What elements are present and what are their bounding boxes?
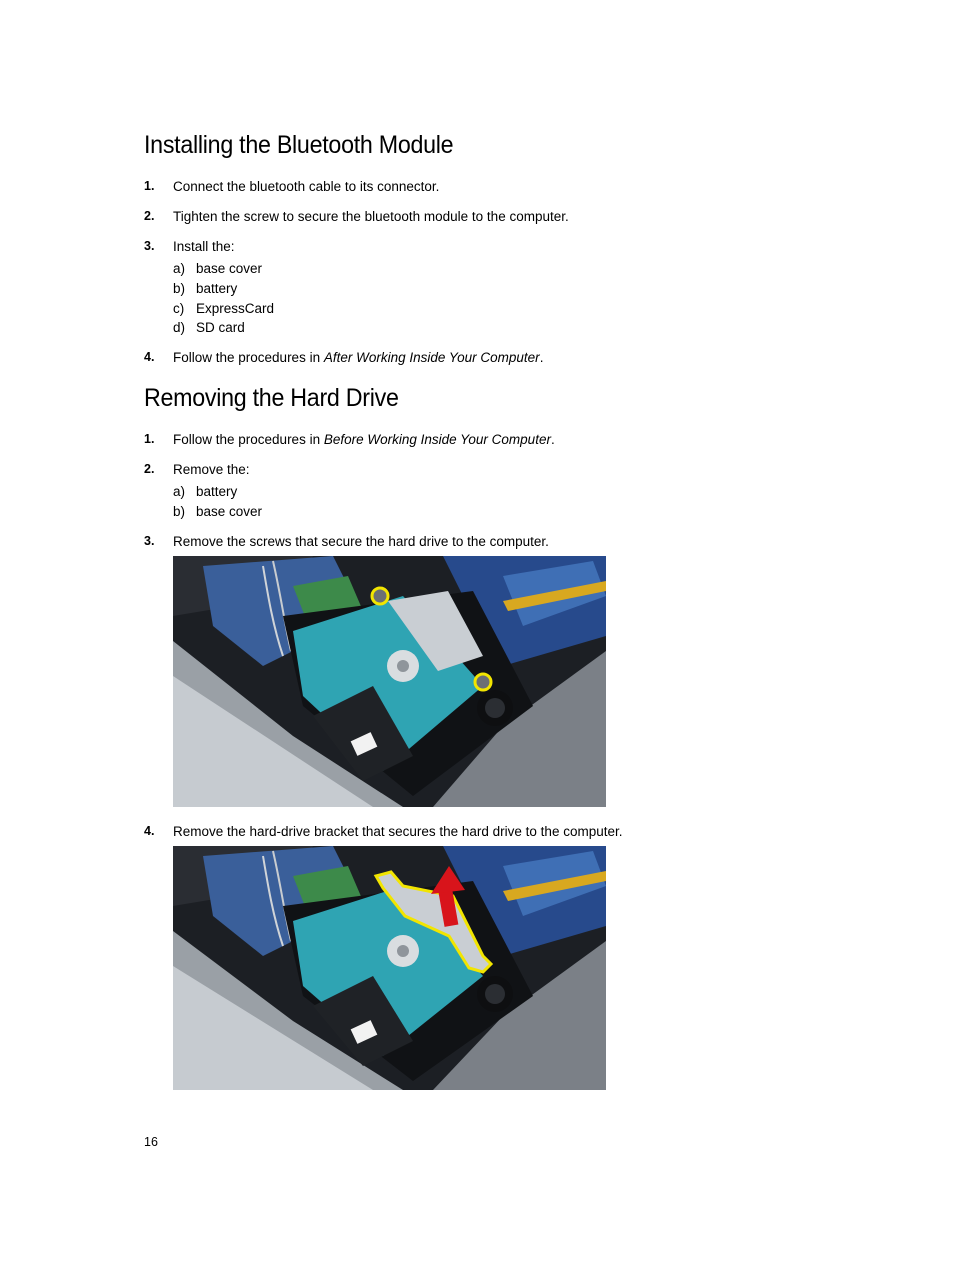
step-text: Remove the: [173, 462, 250, 477]
sub-item-letter: b) [173, 281, 186, 296]
sub-item-text: ExpressCard [196, 301, 275, 316]
sub-item-letter: d) [173, 320, 186, 335]
page-number: 16 [144, 1135, 158, 1149]
step-text: Install the: [173, 239, 235, 254]
step-number: 4. [144, 824, 155, 838]
sub-item-letter: c) [173, 301, 185, 316]
sub-item [173, 281, 237, 296]
step-text: Follow the procedures in After Working Inside Your Computer. [173, 350, 544, 365]
step-number: 3. [144, 239, 155, 253]
procedure-reference: Before Working Inside Your Computer [323, 432, 551, 447]
sub-item-text: battery [196, 281, 238, 296]
section-title-install-bluetooth: Installing the Bluetooth Module [144, 131, 454, 159]
sub-item [173, 504, 262, 519]
sub-item [173, 261, 262, 276]
procedure-reference: After Working Inside Your Computer [323, 350, 540, 365]
step-number: 2. [144, 462, 155, 476]
step-text: Remove the hard-drive bracket that secures the hard drive to the computer. [173, 824, 623, 839]
sub-item [173, 301, 274, 316]
step-text: Remove the screws that secure the hard drive to the computer. [173, 534, 549, 549]
step-number: 3. [144, 534, 155, 548]
step-text: Follow the procedures in Before Working Inside Your Computer. [173, 432, 555, 447]
screw-highlight [372, 588, 388, 604]
sub-item-letter: b) [173, 504, 186, 519]
sub-item [173, 320, 245, 335]
sub-item-text: SD card [196, 320, 245, 335]
figure-hard-drive-screws [173, 556, 606, 807]
step-number: 1. [144, 179, 155, 193]
sub-item-text: base cover [196, 504, 263, 519]
hard-drive-bracket-illustration [173, 846, 606, 1090]
hard-drive-screws-illustration [173, 556, 606, 807]
step-number: 4. [144, 350, 155, 364]
step-text: Tighten the screw to secure the bluetooth module to the computer. [173, 209, 569, 224]
sub-item [173, 484, 237, 499]
step-text: Connect the bluetooth cable to its connector. [173, 179, 440, 194]
step-number: 2. [144, 209, 155, 223]
figure-hard-drive-bracket [173, 846, 606, 1090]
step-number: 1. [144, 432, 155, 446]
screw-highlight [475, 674, 491, 690]
sub-item-text: base cover [196, 261, 263, 276]
section-title-remove-hard-drive: Removing the Hard Drive [144, 384, 399, 412]
sub-item-letter: a) [173, 484, 186, 499]
sub-item-text: battery [196, 484, 238, 499]
sub-item-letter: a) [173, 261, 186, 276]
